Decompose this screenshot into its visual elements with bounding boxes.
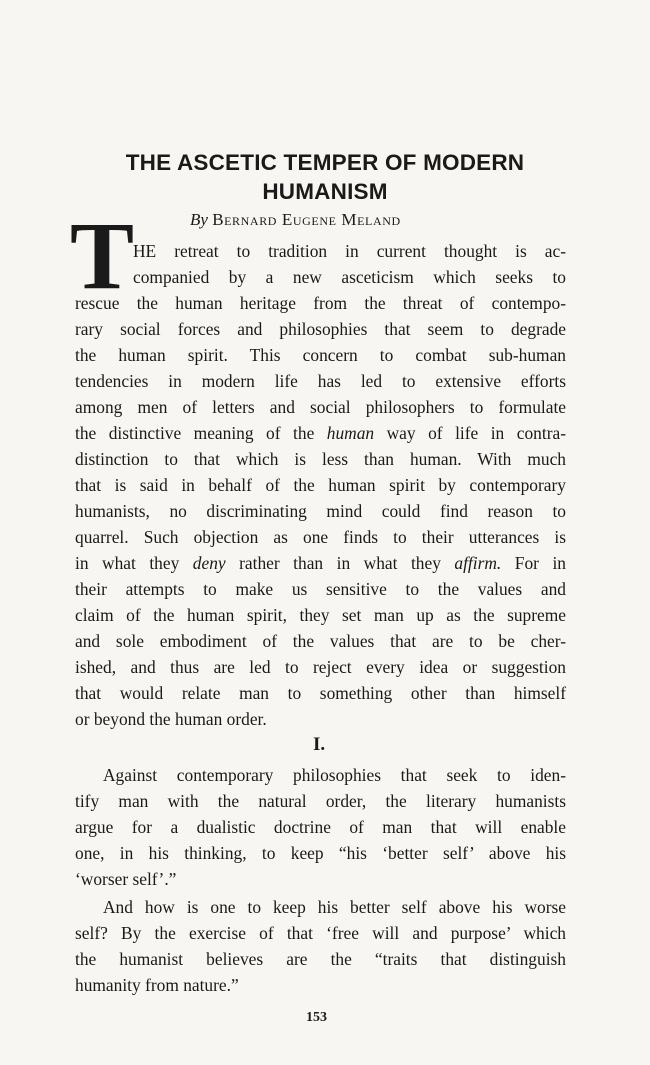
text-line: And how is one to keep his better self above his worse (103, 897, 566, 917)
text-run: the distinctive meaning of the (75, 423, 327, 443)
text-line: the human spirit. This concern to combat sub-human (75, 345, 566, 365)
text-line: one, in his thinking, to keep “his ‘better self’ above his (75, 843, 566, 863)
text-line: humanists, no discriminating mind could find reason to (75, 501, 566, 521)
text-line: ‘worser self’.” (75, 869, 177, 889)
text-run: way of life in contra- (374, 423, 566, 443)
byline (190, 210, 401, 230)
text-line: ished, and thus are led to reject every idea or suggestion (75, 657, 566, 677)
text-line: their attempts to make us sensitive to the values and (75, 579, 566, 599)
text-line: claim of the human spirit, they set man up as the supreme (75, 605, 566, 625)
text-line: Against contemporary philosophies that seek to iden- (103, 765, 566, 785)
text-line (75, 552, 566, 574)
text-line: tify man with the natural order, the literary humanists (75, 791, 566, 811)
text-run: in what they (75, 553, 193, 573)
text-line: HE retreat to tradition in current thought is ac- (133, 241, 566, 261)
text-line: or beyond the human order. (75, 709, 267, 729)
text-line: argue for a dualistic doctrine of man that will enable (75, 817, 566, 837)
emphasized-word: deny (192, 553, 226, 573)
drop-cap: T (70, 202, 135, 309)
page-number: 153 (306, 1010, 327, 1025)
text-line: that would relate man to something other than himself (75, 683, 566, 703)
text-line: rescue the human heritage from the threat of contempo- (75, 293, 566, 313)
text-line: companied by a new asceticism which seeks to (133, 267, 566, 287)
text-line: and sole embodiment of the values that are to be cher- (75, 631, 566, 651)
text-line: the humanist believes are the “traits that distinguish (75, 949, 566, 969)
author-name: Bernard Eugene Meland (212, 210, 401, 229)
section-numeral: I. (313, 734, 326, 755)
text-line (75, 422, 566, 444)
text-line: distinction to that which is less than human. With much (75, 449, 566, 469)
text-run: rather than in what they (225, 553, 455, 573)
text-line: self? By the exercise of that ‘free will and purpose’ which (75, 923, 566, 943)
article-title (60, 148, 590, 206)
emphasized-word: affirm. (454, 553, 502, 573)
title-line-2: HUMANISM (262, 179, 388, 204)
byline-prefix: By (190, 210, 208, 229)
text-line: that is said in behalf of the human spirit by contemporary (75, 475, 566, 495)
text-line: rary social forces and philosophies that seem to degrade (75, 319, 566, 339)
title-line-1: THE ASCETIC TEMPER OF MODERN (125, 150, 525, 175)
text-run: For in (501, 553, 566, 573)
text-line: among men of letters and social philosophers to formulate (75, 397, 566, 417)
text-line: tendencies in modern life has led to extensive efforts (75, 371, 566, 391)
emphasized-word: human (326, 423, 375, 443)
text-line: quarrel. Such objection as one finds to their utterances is (75, 527, 566, 547)
text-line: humanity from nature.” (75, 975, 239, 995)
